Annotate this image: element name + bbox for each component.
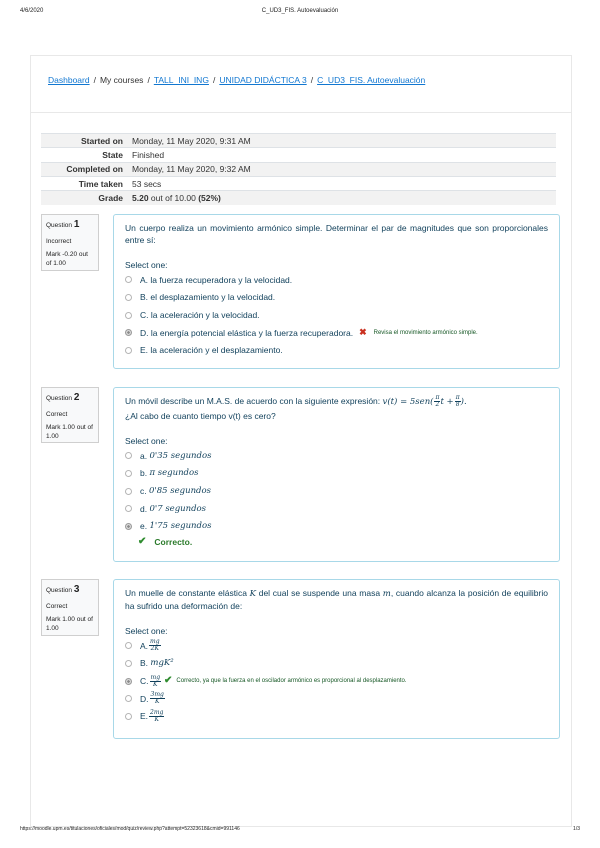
- option-value: π segundos: [149, 468, 199, 479]
- radio-button[interactable]: [125, 660, 132, 667]
- breadcrumb-separator: /: [93, 75, 96, 85]
- text-part: Un muelle de constante elástica: [125, 588, 250, 598]
- option-letter: E.: [140, 711, 149, 722]
- denominator: K: [153, 680, 158, 688]
- option-letter: c.: [140, 486, 147, 496]
- numerator: mg: [150, 673, 161, 681]
- correct-check-icon: ✔: [138, 536, 147, 548]
- denominator: 8: [455, 401, 460, 408]
- radio-button[interactable]: [125, 505, 132, 512]
- question-2-feedback-line: [138, 535, 548, 550]
- q1-option-e[interactable]: [125, 342, 548, 360]
- question-3-feedback: Correcto, ya que la fuerza en el oscilador armónico es proporcional al desplazamiento.: [176, 677, 407, 684]
- q3-option-b[interactable]: [125, 655, 548, 673]
- breadcrumb-separator: /: [212, 75, 216, 85]
- radio-button-selected[interactable]: [125, 678, 132, 685]
- option-letter: B.: [140, 658, 149, 669]
- question-2-info: [41, 387, 99, 443]
- numerator: π: [455, 394, 460, 401]
- question-2-feedback: Correcto.: [154, 537, 193, 548]
- option-letter: A.: [140, 640, 149, 651]
- q3-option-e[interactable]: [125, 708, 548, 726]
- completed-label: Completed on: [41, 162, 127, 176]
- print-date: 4/6/2020: [20, 8, 44, 14]
- numerator: 3mg: [150, 691, 164, 699]
- completed-value: Monday, 11 May 2020, 9:32 AM: [127, 162, 556, 176]
- option-value: 1'75 segundos: [149, 521, 212, 532]
- radio-button-selected[interactable]: [125, 329, 132, 336]
- text-part: , cuando alcanza la posición de equilibrio ha sufrido una deformación de:: [125, 588, 548, 612]
- summary-row-completed: [41, 162, 556, 176]
- question-2-number: [46, 391, 94, 406]
- print-page-number: 1/3: [573, 826, 580, 832]
- summary-row-started: [41, 134, 556, 148]
- denominator: K: [154, 716, 159, 724]
- option-letter: b.: [140, 468, 148, 479]
- text-part: del cual se suspende una masa: [256, 588, 383, 598]
- started-value: Monday, 11 May 2020, 9:31 AM: [127, 134, 556, 148]
- print-footer: [20, 826, 580, 838]
- correct-check-icon: ✔: [164, 674, 173, 686]
- time-label: Time taken: [41, 176, 127, 190]
- denominator: 2K: [150, 645, 159, 653]
- grade-out-of: out of 10.00: [150, 193, 196, 204]
- q2-option-a[interactable]: [125, 447, 548, 465]
- option-value: 0'85 segundos: [149, 486, 211, 496]
- option-label: D. la energía potencial elástica y la fuerza recuperadora.: [140, 327, 354, 338]
- breadcrumb-dashboard-link[interactable]: Dashboard: [48, 75, 90, 85]
- fraction: [150, 675, 162, 688]
- question-label: Question: [46, 395, 73, 402]
- variable-m: m: [382, 589, 391, 599]
- option-letter: a.: [140, 450, 148, 461]
- radio-button-selected[interactable]: [125, 523, 132, 530]
- breadcrumb-separator: /: [147, 75, 150, 85]
- radio-button[interactable]: [125, 695, 132, 702]
- question-2-subtext: ¿Al cabo de cuanto tiempo v(t) es cero?: [125, 411, 276, 422]
- q2-option-e[interactable]: [125, 518, 548, 536]
- expr-part: ).: [460, 397, 467, 407]
- page-container: [30, 55, 572, 827]
- radio-button[interactable]: [125, 294, 132, 301]
- breadcrumb-unit-link[interactable]: UNIDAD DIDÁCTICA 3: [219, 75, 307, 85]
- q1-option-b[interactable]: [125, 289, 548, 307]
- radio-button[interactable]: [125, 642, 132, 649]
- variable-k: K: [249, 589, 256, 599]
- grade-value: [127, 191, 556, 205]
- fraction: [149, 639, 161, 652]
- breadcrumb-quiz-link[interactable]: C_UD3_FIS. Autoevaluación: [317, 75, 426, 85]
- numerator: π: [435, 394, 440, 401]
- q1-option-c[interactable]: [125, 306, 548, 324]
- option-label: E. la aceleración y el desplazamiento.: [140, 345, 283, 356]
- question-2-prompt: Select one:: [125, 435, 168, 446]
- question-2-state: Correct: [46, 410, 68, 418]
- question-1-info: [41, 214, 99, 271]
- q3-option-c[interactable]: [125, 672, 548, 690]
- print-url: https://moodle.upm.es/titulaciones/oficiales/mod/quiz/review.php?attempt=52323618&cmid=991146: [20, 826, 240, 832]
- question-label: Question: [46, 222, 73, 229]
- question-3-box: [113, 579, 560, 739]
- option-letter: d.: [140, 503, 148, 514]
- grade-percent: (52%): [198, 193, 221, 204]
- option-label: A. la fuerza recuperadora y la velocidad.: [140, 274, 293, 285]
- option-letter: e.: [140, 521, 148, 532]
- question-1-number: [46, 218, 94, 233]
- radio-button[interactable]: [125, 470, 132, 477]
- summary-row-state: [41, 148, 556, 162]
- option-value: 0'35 segundos: [149, 450, 212, 461]
- fraction: [150, 692, 165, 705]
- radio-button[interactable]: [125, 276, 132, 283]
- numerator: 2mg: [150, 709, 164, 717]
- question-number: 3: [73, 584, 80, 595]
- question-1-feedback: Revisa el movimiento armónico simple.: [373, 329, 478, 336]
- radio-button[interactable]: [125, 488, 132, 495]
- q1-option-a[interactable]: [125, 271, 548, 289]
- expr-part: v(t) = 5sen(: [382, 397, 434, 407]
- q2-option-c[interactable]: [125, 482, 548, 500]
- print-title: C_UD3_FIS. Autoevaluación: [261, 8, 339, 14]
- breadcrumb-separator: /: [310, 75, 314, 85]
- radio-button[interactable]: [125, 347, 132, 354]
- question-1-text: Un cuerpo realiza un movimiento armónico simple. Determinar el par de magnitudes que son proporcionales entre sí:: [125, 223, 548, 246]
- grade-label: Grade: [41, 191, 127, 205]
- question-1-box: [113, 214, 560, 369]
- radio-button[interactable]: [125, 452, 132, 459]
- state-label: State: [41, 148, 127, 162]
- option-value: 0'7 segundos: [149, 503, 207, 514]
- question-3-text: [125, 587, 548, 613]
- numerator: mg: [150, 638, 160, 646]
- question-2-mark: Mark 1.00 out of 1.00: [46, 423, 93, 441]
- incorrect-icon: ✖: [359, 327, 367, 338]
- q3-option-d[interactable]: [125, 690, 548, 708]
- question-number: 2: [73, 392, 80, 403]
- question-3-info: [41, 579, 99, 636]
- question-label: Question: [46, 587, 73, 594]
- question-1-state: Incorrect: [46, 237, 72, 245]
- option-expression: mgK²: [150, 658, 174, 669]
- q3-option-a[interactable]: [125, 637, 548, 655]
- breadcrumb-course-link[interactable]: TALL_INI_ING: [153, 75, 209, 85]
- question-2-box: [113, 387, 560, 562]
- print-header: [20, 8, 580, 20]
- expr-part: t +: [440, 397, 454, 407]
- option-label: B. el desplazamiento y la velocidad.: [140, 292, 276, 303]
- option-label: C. la aceleración y la velocidad.: [140, 310, 260, 320]
- velocity-expression: [382, 394, 467, 408]
- started-label: Started on: [41, 134, 127, 148]
- q1-option-d[interactable]: [125, 324, 548, 342]
- question-2-text-main: Un móvil describe un M.A.S. de acuerdo con la siguiente expresión:: [125, 396, 381, 406]
- question-3-number: [46, 583, 94, 598]
- breadcrumb-my-courses: My courses: [99, 75, 144, 85]
- breadcrumb-card: [31, 56, 571, 113]
- time-value: 53 secs: [127, 176, 556, 190]
- summary-row-time: [41, 176, 556, 190]
- radio-button[interactable]: [125, 312, 132, 319]
- q2-option-b[interactable]: [125, 465, 548, 483]
- option-letter: C.: [140, 676, 149, 686]
- denominator: 2: [435, 401, 440, 408]
- fraction: [149, 710, 164, 723]
- question-3-mark: Mark 1.00 out of 1.00: [46, 615, 93, 633]
- question-3-prompt: Select one:: [125, 625, 168, 636]
- attempt-summary-table: [41, 133, 556, 205]
- question-2-text: [125, 395, 548, 408]
- q2-option-d[interactable]: [125, 500, 548, 518]
- breadcrumb: [48, 75, 425, 85]
- grade-score: 5.20: [132, 193, 149, 204]
- question-1-mark: Mark -0.20 out of 1.00: [46, 250, 88, 268]
- summary-row-grade: [41, 191, 556, 205]
- question-3-state: Correct: [46, 602, 68, 610]
- question-1-prompt: Select one:: [125, 259, 168, 270]
- radio-button[interactable]: [125, 713, 132, 720]
- denominator: K: [154, 698, 160, 706]
- option-letter: D.: [140, 693, 149, 704]
- question-number: 1: [73, 219, 80, 230]
- state-value: Finished: [127, 148, 556, 162]
